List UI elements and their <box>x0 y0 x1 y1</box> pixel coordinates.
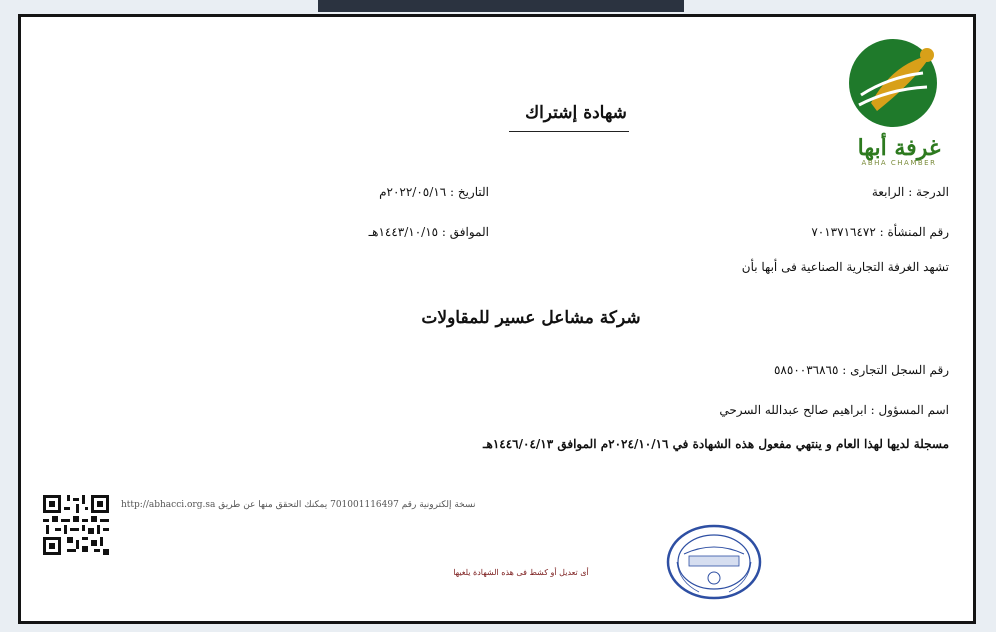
hijri-date-field: الموافق : ١٤٤٣/١٠/١٥هـ <box>368 225 489 239</box>
company-name: شركة مشاعل عسير للمقاولات <box>421 308 641 328</box>
abha-chamber-logo <box>831 33 966 171</box>
logo-english-text: ABHA CHAMBER <box>861 159 937 167</box>
verify-text: نسخة إلكترونية رقم 701001116497 يمكنك التحقق منها عن طريق <box>218 500 476 510</box>
grade-field: الدرجة : الرابعة <box>871 185 949 199</box>
gregorian-date-field: التاريخ : ٢٠٢٢/٠٥/١٦م <box>379 185 489 199</box>
title-underline <box>509 131 629 132</box>
manager-field: اسم المسؤول : ابراهيم صالح عبدالله السرحي <box>719 403 949 417</box>
certificate-document <box>18 14 976 624</box>
logo-arabic-text: غرفة أبها <box>857 135 941 161</box>
verification-line <box>121 500 681 510</box>
certificate-title: شهادة إشتراك <box>525 103 627 123</box>
qr-code[interactable] <box>43 495 109 555</box>
verify-url[interactable]: http://abhacci.org.sa <box>121 500 216 510</box>
viewer-top-bar <box>318 0 684 12</box>
facility-number-field: رقم المنشأة : ٧٠١٣٧١٦٤٧٢ <box>811 225 949 239</box>
tampering-warning: أى تعديل أو كشط فى هذه الشهادة يلغيها <box>453 568 589 577</box>
commercial-register-field: رقم السجل التجارى : ٥٨٥٠٠٣٦٨٦٥ <box>773 363 949 377</box>
certify-text: تشهد الغرفة التجارية الصناعية فى أبها بأن <box>741 260 949 274</box>
validity-text: مسجلة لديها لهذا العام و ينتهي مفعول هذه الشهادة في ٢٠٢٤/١٠/١٦م الموافق ١٤٤٦/٠٤/١٣هـ <box>482 437 949 451</box>
official-stamp <box>659 522 769 602</box>
